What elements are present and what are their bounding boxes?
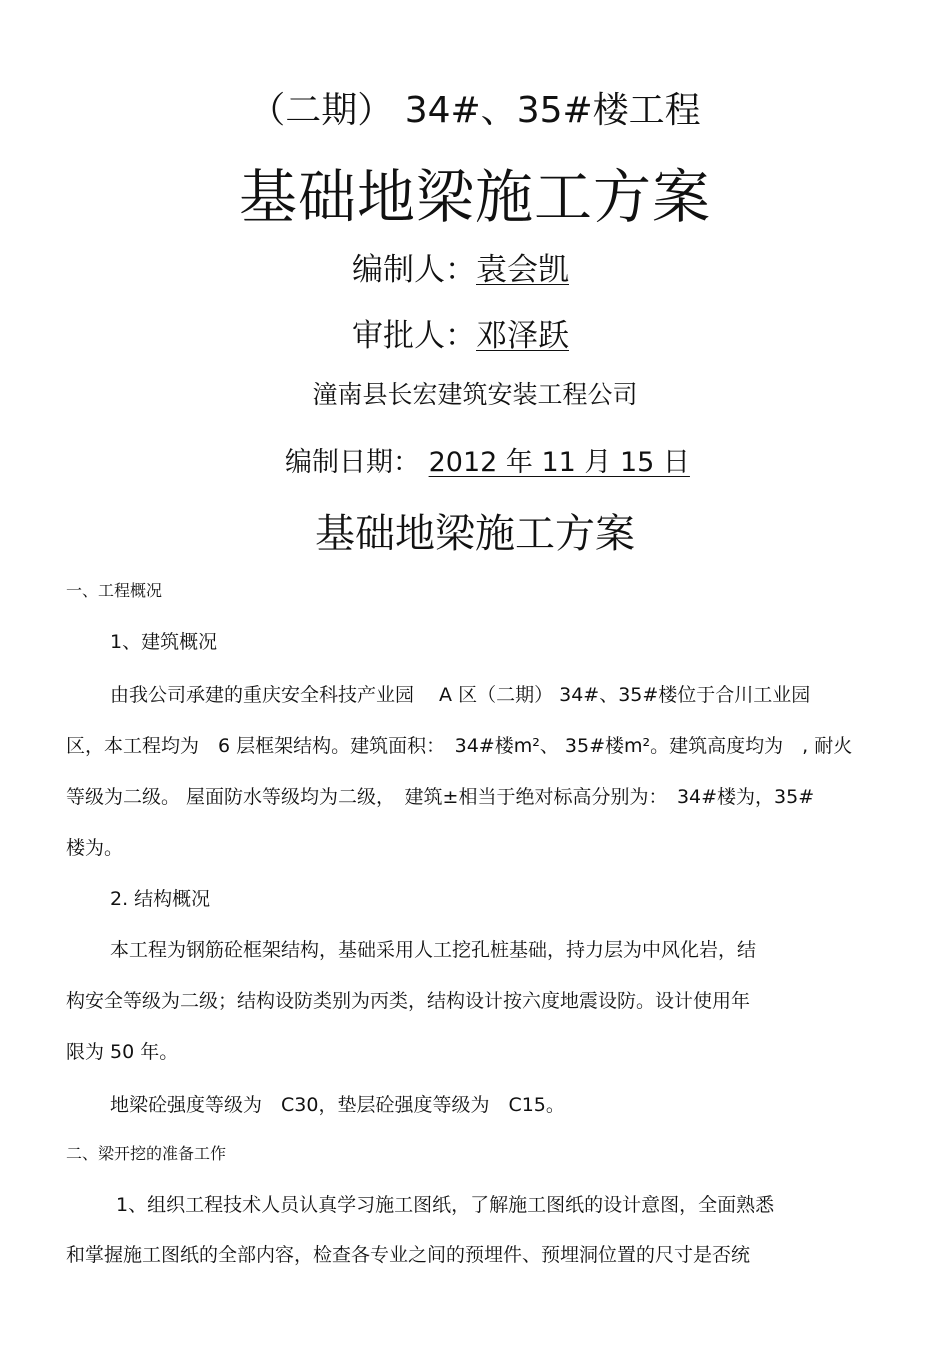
paragraph-line: 限为 50 年。 xyxy=(66,1041,179,1063)
project-title: （二期） 34#、35#楼工程 xyxy=(249,90,701,131)
editor-name: 袁会凯 xyxy=(476,252,569,288)
approver-line xyxy=(352,310,591,355)
approver-name: 邓泽跃 xyxy=(476,318,569,354)
main-title: 基础地梁施工方案 xyxy=(238,163,711,231)
paragraph-line: 区，本工程均为 6 层框架结构。建筑面积： 34#楼m²、 35#楼m²。建筑高度均为 , 耐火 xyxy=(66,735,853,757)
paragraph-line: 由我公司承建的重庆安全科技产业园 A 区（二期） 34#、35#楼位于合川工业园 xyxy=(110,684,811,706)
approver-label: 审批人： xyxy=(352,318,476,354)
editor-label: 编制人： xyxy=(352,252,476,288)
company-name: 潼南县长宏建筑安装工程公司 xyxy=(312,380,638,409)
paragraph-line: 地梁砼强度等级为 C30，垫层砼强度等级为 C15。 xyxy=(110,1094,565,1116)
paragraph-line: 1、组织工程技术人员认真学习施工图纸，了解施工图纸的设计意图，全面熟悉 xyxy=(116,1194,775,1216)
paragraph-line: 楼为。 xyxy=(66,837,124,859)
date-value: 2012 年 11 月 15 日 xyxy=(428,447,690,478)
editor-line xyxy=(352,244,591,289)
subheading-building: 1、建筑概况 xyxy=(110,631,218,653)
paragraph-line: 等级为二级。 屋面防水等级均为二级， 建筑±相当于绝对标高分别为： 34#楼为，35# xyxy=(66,786,815,808)
body-title: 基础地梁施工方案 xyxy=(315,511,635,557)
paragraph-line: 和掌握施工图纸的全部内容，检查各专业之间的预埋件、预埋洞位置的尺寸是否统 xyxy=(66,1244,751,1266)
date-label: 编制日期： xyxy=(285,447,420,478)
section-heading-preparation: 二、梁开挖的准备工作 xyxy=(66,1144,227,1163)
subheading-structure: 2. 结构概况 xyxy=(110,888,211,910)
paragraph-line: 本工程为钢筋砼框架结构，基础采用人工挖孔桩基础，持力层为中风化岩，结 xyxy=(110,939,757,961)
paragraph-line: 构安全等级为二级；结构设防类别为丙类，结构设计按六度地震设防。设计使用年 xyxy=(66,990,751,1012)
date-line xyxy=(285,440,690,479)
section-heading-overview: 一、工程概况 xyxy=(66,581,163,600)
